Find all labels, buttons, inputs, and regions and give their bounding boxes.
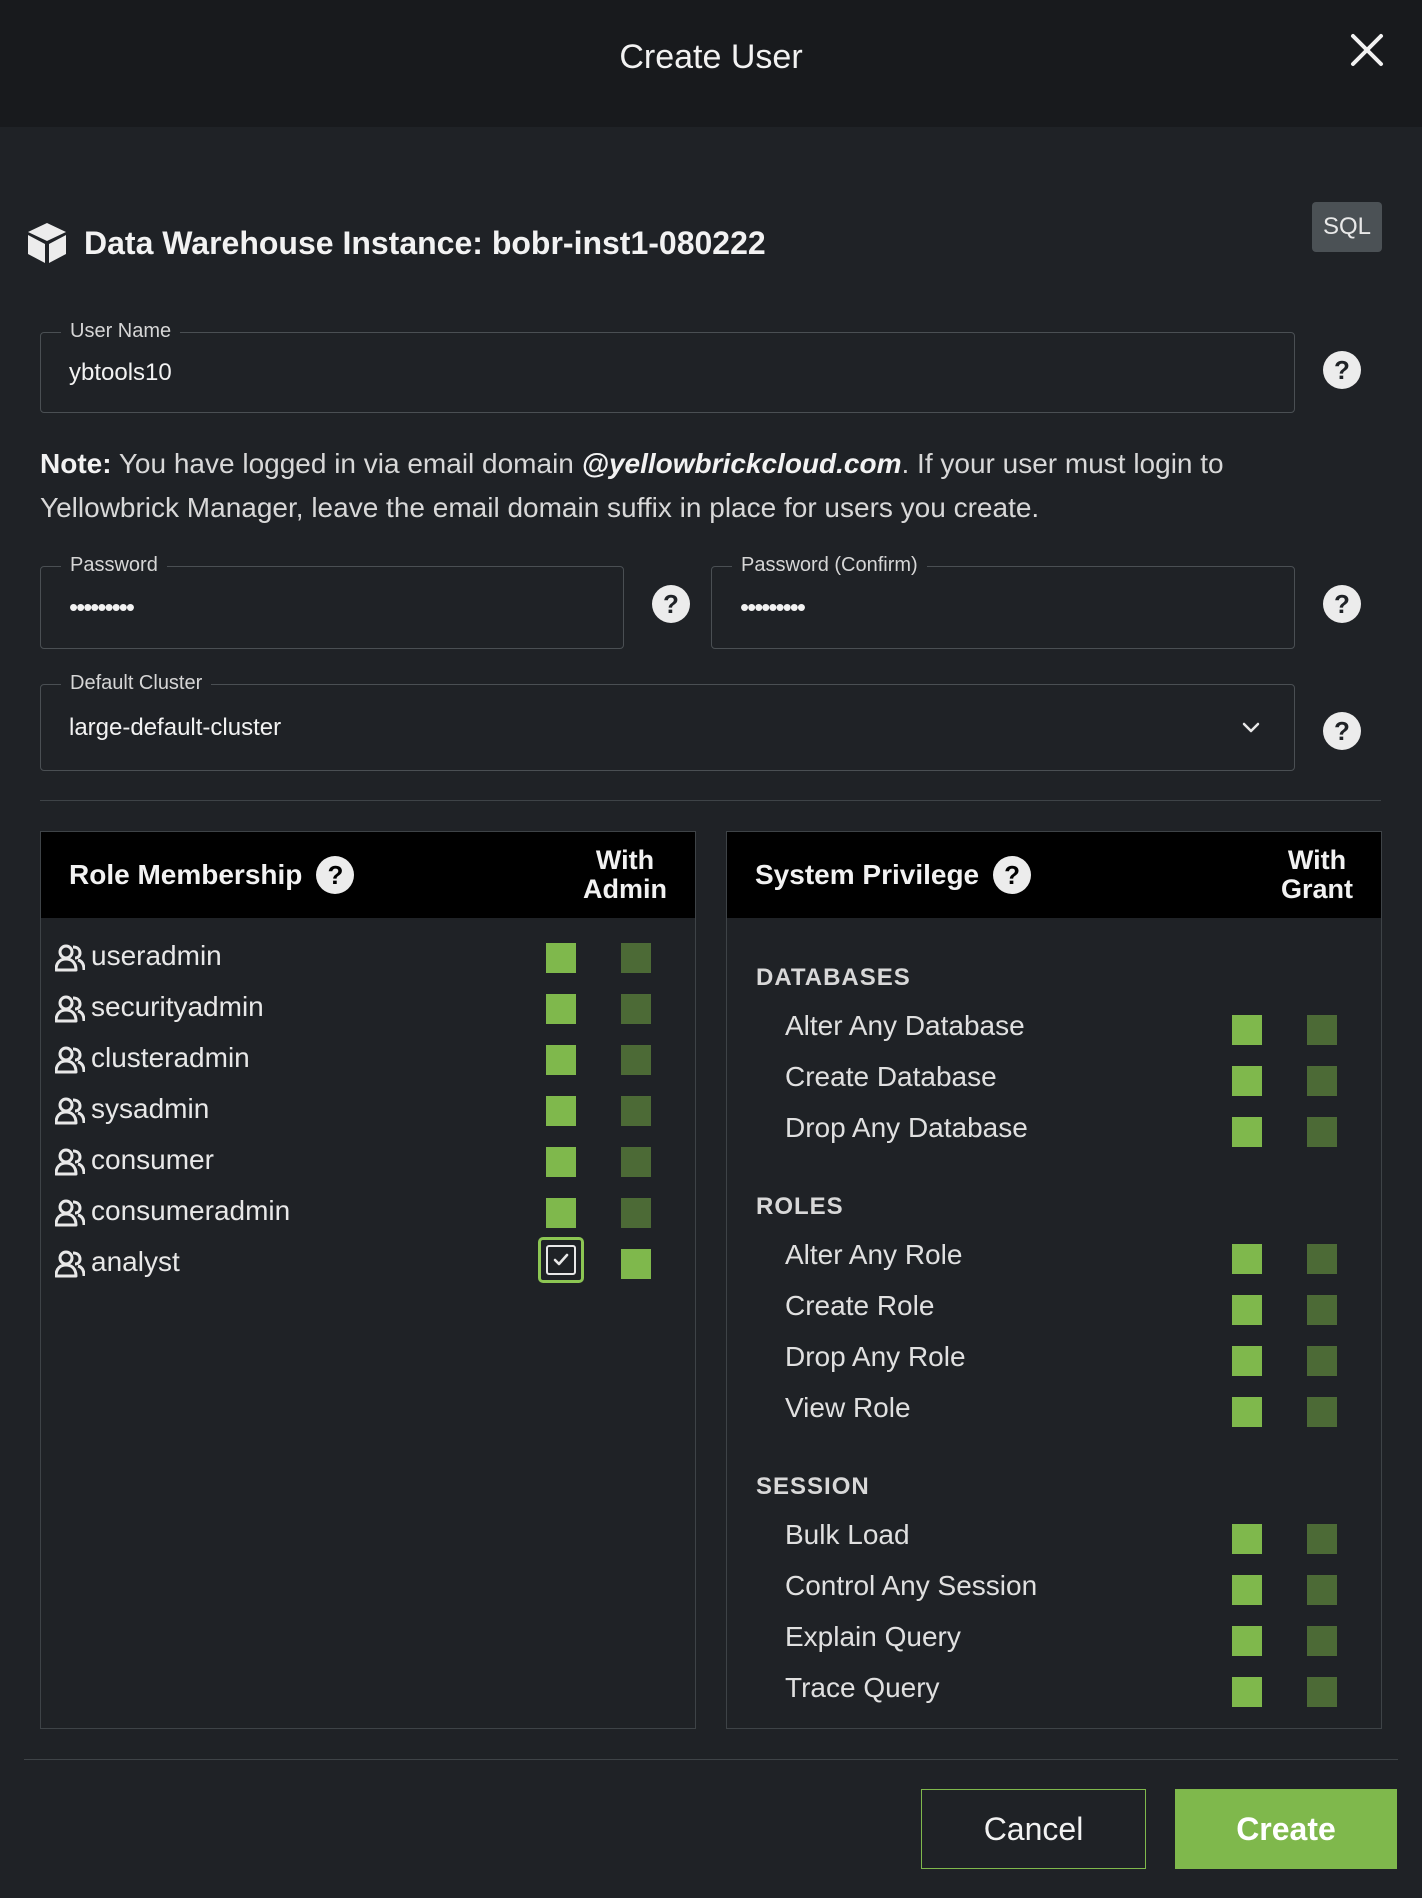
role-row-securityadmin — [41, 989, 695, 1029]
role-name: useradmin — [91, 940, 222, 971]
password-value: ••••••••• — [69, 592, 133, 622]
role-member-checkbox[interactable] — [546, 1096, 576, 1126]
create-button[interactable]: Create — [1175, 1789, 1397, 1869]
privilege-name: Drop Any Database — [785, 1112, 1028, 1143]
with-admin-checkbox[interactable] — [621, 1096, 651, 1126]
role-row-useradmin — [41, 938, 695, 978]
with-grant-checkbox[interactable] — [1307, 1397, 1337, 1427]
default-cluster-select[interactable] — [40, 672, 1295, 771]
privilege-category-databases: DATABASES — [756, 964, 911, 991]
system-privilege-panel — [726, 831, 1382, 1729]
role-name: clusteradmin — [91, 1042, 250, 1073]
password-field[interactable] — [40, 554, 624, 649]
instance-title: Data Warehouse Instance: bobr-inst1-080222 — [84, 224, 766, 261]
privilege-category-session: SESSION — [756, 1473, 870, 1500]
role-icon — [55, 1046, 85, 1074]
role-row-consumeradmin — [41, 1193, 695, 1233]
password-confirm-label: Password (Confirm) — [732, 551, 927, 579]
role-member-checkbox[interactable] — [546, 1045, 576, 1075]
password-label: Password — [61, 551, 167, 579]
close-icon[interactable] — [1345, 28, 1389, 72]
privilege-name: Explain Query — [785, 1621, 961, 1652]
privilege-name: Alter Any Role — [785, 1239, 963, 1270]
privilege-name: View Role — [785, 1392, 911, 1423]
privilege-name: Drop Any Role — [785, 1341, 966, 1372]
privilege-name: Create Role — [785, 1290, 935, 1321]
system-privilege-help-icon[interactable]: ? — [993, 856, 1031, 894]
with-grant-checkbox[interactable] — [1307, 1626, 1337, 1656]
with-grant-checkbox[interactable] — [1307, 1524, 1337, 1554]
role-member-checkbox[interactable] — [546, 943, 576, 973]
role-name: securityadmin — [91, 991, 264, 1022]
privilege-checkbox[interactable] — [1232, 1346, 1262, 1376]
privilege-checkbox[interactable] — [1232, 1575, 1262, 1605]
privilege-checkbox[interactable] — [1232, 1524, 1262, 1554]
default-cluster-help-icon[interactable]: ? — [1323, 712, 1361, 750]
role-name: sysadmin — [91, 1093, 210, 1124]
with-grant-checkbox[interactable] — [1307, 1066, 1337, 1096]
note-prefix: Note: — [40, 448, 112, 479]
privilege-name: Bulk Load — [785, 1519, 910, 1550]
with-grant-checkbox[interactable] — [1307, 1117, 1337, 1147]
privilege-name: Control Any Session — [785, 1570, 1038, 1601]
role-icon — [55, 944, 85, 972]
email-domain-note — [40, 442, 1340, 530]
role-membership-title: Role Membership — [69, 859, 303, 890]
instance-heading — [24, 218, 766, 268]
role-row-clusteradmin — [41, 1040, 695, 1080]
password-confirm-help-icon[interactable]: ? — [1323, 585, 1361, 623]
privilege-name: Create Database — [785, 1061, 997, 1092]
note-text-before: You have logged in via email domain — [111, 448, 582, 479]
role-icon — [55, 1250, 85, 1278]
with-grant-checkbox[interactable] — [1307, 1346, 1337, 1376]
password-help-icon[interactable]: ? — [652, 585, 690, 623]
with-admin-checkbox[interactable] — [621, 994, 651, 1024]
privilege-checkbox[interactable] — [1232, 1015, 1262, 1045]
privilege-checkbox[interactable] — [1232, 1244, 1262, 1274]
role-row-sysadmin — [41, 1091, 695, 1131]
with-admin-checkbox[interactable] — [621, 1045, 651, 1075]
with-grant-checkbox[interactable] — [1307, 1575, 1337, 1605]
dialog-header — [0, 0, 1422, 127]
privilege-checkbox[interactable] — [1232, 1117, 1262, 1147]
privilege-checkbox[interactable] — [1232, 1066, 1262, 1096]
with-grant-checkbox[interactable] — [1307, 1015, 1337, 1045]
privilege-checkbox[interactable] — [1232, 1677, 1262, 1707]
role-membership-help-icon[interactable]: ? — [316, 856, 354, 894]
role-membership-header — [41, 832, 695, 918]
role-member-checkbox[interactable] — [538, 1237, 584, 1283]
role-member-checkbox[interactable] — [546, 994, 576, 1024]
chevron-down-icon — [1242, 722, 1260, 734]
role-icon — [55, 995, 85, 1023]
with-admin-checkbox[interactable] — [621, 1249, 651, 1279]
dialog-title: Create User — [619, 38, 803, 76]
role-row-consumer — [41, 1142, 695, 1182]
with-admin-column-header: With Admin — [583, 845, 667, 904]
with-grant-checkbox[interactable] — [1307, 1295, 1337, 1325]
with-admin-checkbox[interactable] — [621, 1198, 651, 1228]
role-row-analyst — [41, 1244, 695, 1284]
privilege-name: Trace Query — [785, 1672, 940, 1703]
role-name: analyst — [91, 1246, 180, 1277]
privilege-category-roles: ROLES — [756, 1193, 844, 1220]
footer-divider — [24, 1759, 1398, 1760]
role-icon — [55, 1097, 85, 1125]
with-admin-checkbox[interactable] — [621, 943, 651, 973]
role-membership-panel — [40, 831, 696, 1729]
privilege-name: Alter Any Database — [785, 1010, 1025, 1041]
role-icon — [55, 1148, 85, 1176]
default-cluster-value: large-default-cluster — [69, 713, 282, 741]
with-grant-checkbox[interactable] — [1307, 1244, 1337, 1274]
role-member-checkbox[interactable] — [546, 1147, 576, 1177]
username-label: User Name — [61, 317, 180, 345]
with-admin-checkbox[interactable] — [621, 1147, 651, 1177]
role-member-checkbox[interactable] — [546, 1198, 576, 1228]
privilege-checkbox[interactable] — [1232, 1626, 1262, 1656]
password-confirm-field[interactable] — [711, 554, 1295, 649]
sql-button[interactable]: SQL — [1312, 202, 1382, 252]
cancel-button[interactable]: Cancel — [921, 1789, 1146, 1869]
username-help-icon[interactable]: ? — [1323, 351, 1361, 389]
role-name: consumeradmin — [91, 1195, 291, 1226]
username-value: ybtools10 — [69, 358, 172, 386]
password-confirm-value: ••••••••• — [740, 592, 804, 622]
default-cluster-label: Default Cluster — [61, 669, 211, 697]
role-icon — [55, 1199, 85, 1227]
username-field[interactable] — [40, 320, 1295, 413]
privilege-checkbox[interactable] — [1232, 1397, 1262, 1427]
note-domain: @yellowbrickcloud.com — [581, 448, 902, 479]
system-privilege-title: System Privilege — [755, 859, 980, 890]
system-privilege-header — [727, 832, 1381, 918]
role-name: consumer — [91, 1144, 214, 1175]
cube-icon — [24, 220, 70, 266]
with-grant-checkbox[interactable] — [1307, 1677, 1337, 1707]
privilege-checkbox[interactable] — [1232, 1295, 1262, 1325]
with-grant-column-header: With Grant — [1280, 845, 1353, 904]
note-text-after: . If your user must login to Yellowbrick Manager, leave the email domain suffix in place for users you create. — [40, 448, 1224, 523]
section-divider — [40, 800, 1381, 801]
